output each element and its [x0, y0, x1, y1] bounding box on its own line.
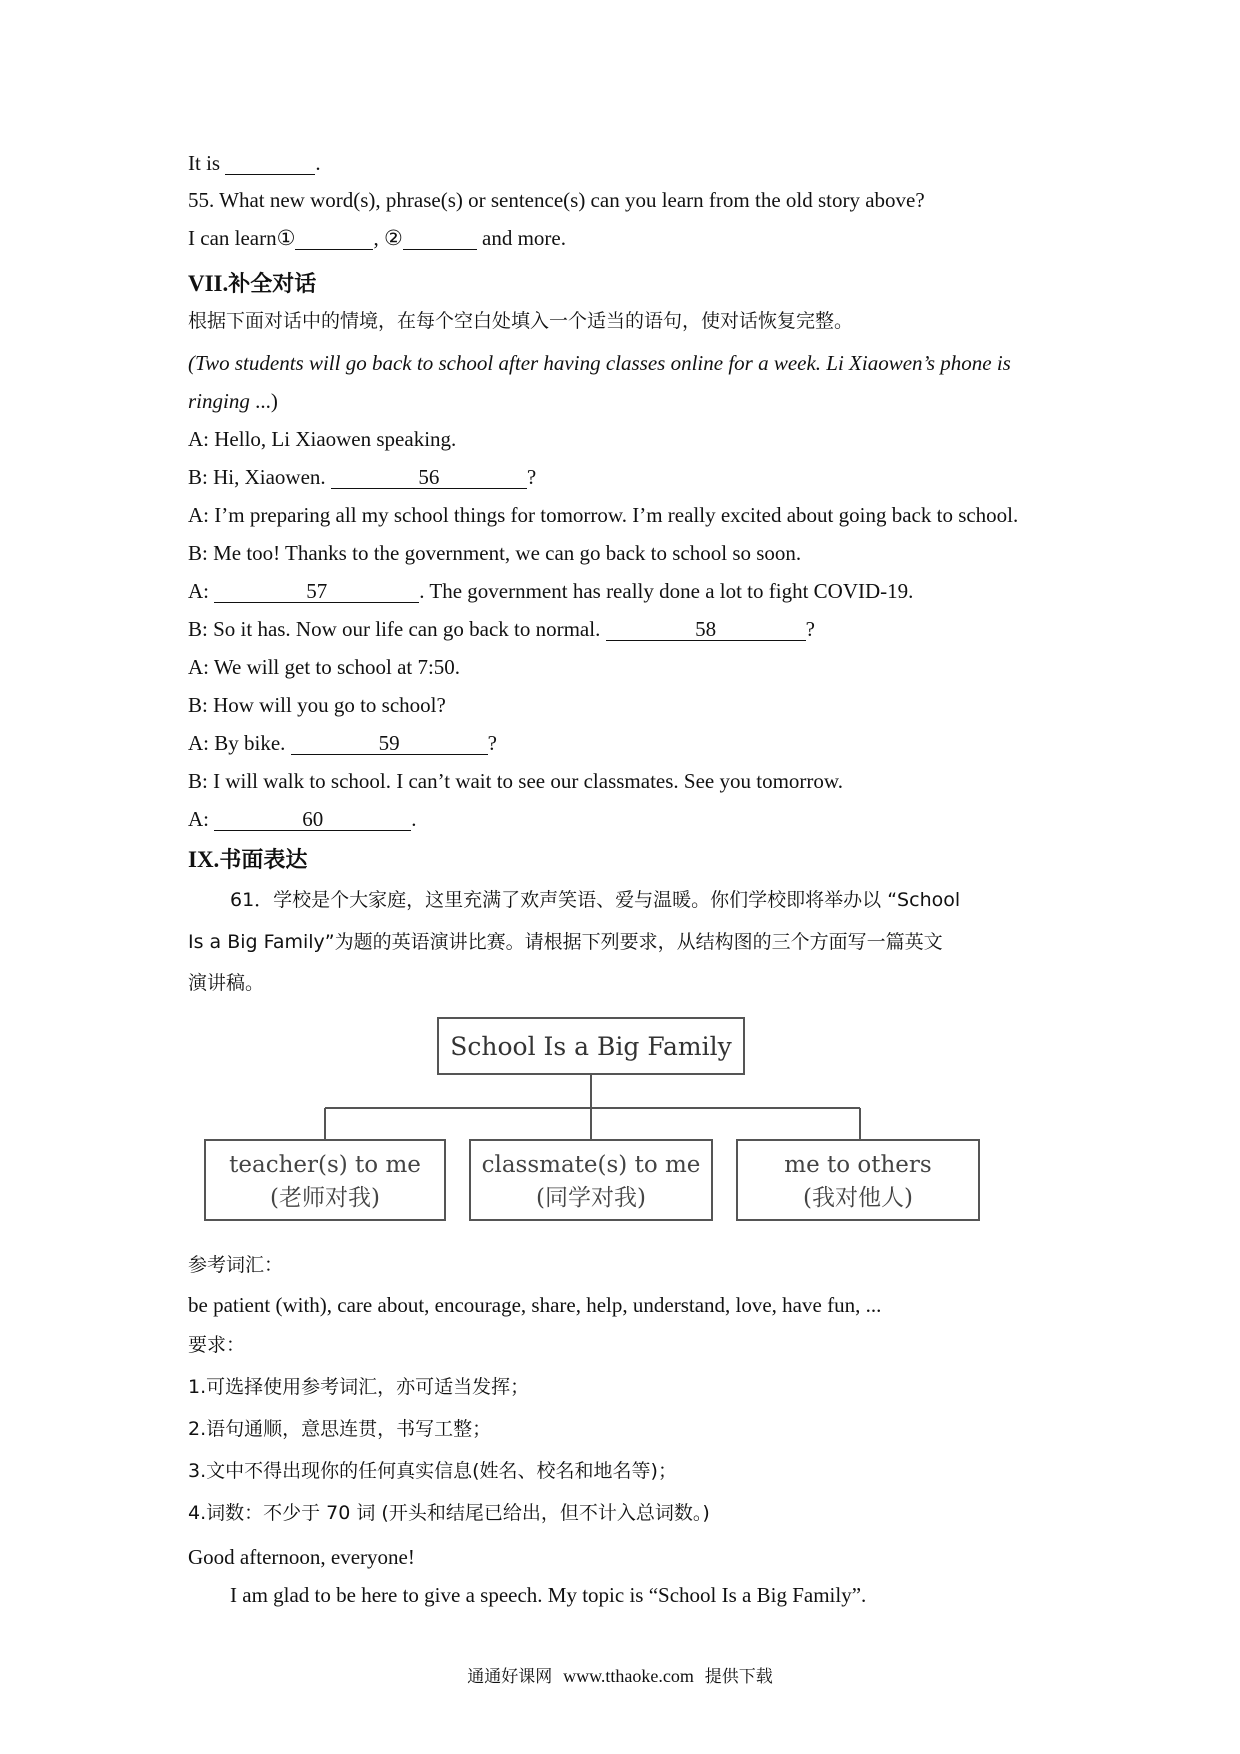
section9-heading: IX.书面表达	[188, 847, 308, 873]
dialogue-line: A: 60 .	[188, 807, 417, 831]
section7-heading: VII.补全对话	[188, 271, 317, 297]
q55-answer-line: I can learn① , ② and more.	[188, 226, 566, 250]
requirements-label: 要求：	[188, 1334, 246, 1356]
section7-context-1: (Two students will go back to school after having classes online for a week. Li Xiaowen’s phone is	[188, 351, 1011, 375]
diagram-child-1-zh: (老师对我)	[270, 1185, 380, 1211]
diagram-child-2-en: classmate(s) to me	[481, 1152, 701, 1178]
q55-question: 55. What new word(s), phrase(s) or sentence(s) can you learn from the old story above?	[188, 188, 925, 212]
dialogue-line: B: Me too! Thanks to the government, we can go back to school so soon.	[188, 541, 802, 565]
requirement-item: 3.文中不得出现你的任何真实信息(姓名、校名和地名等)；	[188, 1460, 677, 1482]
page-footer: 通通好课网 www.tthaoke.com 提供下载	[467, 1666, 773, 1687]
dialogue-line: B: I will walk to school. I can’t wait to see our classmates. See you tomorrow.	[188, 769, 843, 793]
dialogue-line: A: We will get to school at 7:50.	[188, 655, 461, 679]
speech-opening-1: Good afternoon, everyone!	[188, 1545, 415, 1569]
answer-blank	[225, 152, 315, 175]
section7-instruction: 根据下面对话中的情境，在每个空白处填入一个适当的语句，使对话恢复完整。	[188, 310, 854, 332]
diagram-child-1-en: teacher(s) to me	[229, 1152, 421, 1178]
vocab-label: 参考词汇：	[188, 1254, 284, 1276]
dialogue-line: B: Hi, Xiaowen. 56 ?	[188, 465, 537, 489]
dialogue-line: A: Hello, Li Xiaowen speaking.	[188, 427, 457, 451]
diagram-child-2-zh: (同学对我)	[536, 1185, 646, 1211]
dialogue-line: A: By bike. 59 ?	[188, 731, 497, 755]
requirement-item: 2.语句通顺，意思连贯，书写工整；	[188, 1418, 492, 1440]
answer-blank	[403, 227, 477, 250]
section9-prompt-3: 演讲稿。	[188, 972, 265, 994]
section7-context-2: ringing ...)	[188, 389, 278, 413]
section9-prompt-2: Is a Big Family”为题的英语演讲比赛。请根据下列要求，从结构图的三个方面写一篇英文	[188, 931, 943, 953]
blank-57: 57	[214, 580, 419, 603]
blank-60: 60	[214, 808, 411, 831]
diagram-root-label: School Is a Big Family	[450, 1032, 732, 1061]
blank-59: 59	[291, 732, 488, 755]
requirement-item: 4.词数：不少于 70 词 (开头和结尾已给出，但不计入总词数。)	[188, 1502, 710, 1524]
dialogue-line: B: How will you go to school?	[188, 693, 446, 717]
blank-56: 56	[331, 466, 527, 489]
section9-prompt-1: 61．学校是个大家庭，这里充满了欢声笑语、爱与温暖。你们学校即将举办以 “School	[230, 889, 961, 911]
vocab-list: be patient (with), care about, encourage, share, help, understand, love, have fun, ...	[188, 1293, 882, 1317]
requirement-item: 1.可选择使用参考词汇，亦可适当发挥；	[188, 1376, 530, 1398]
answer-blank	[295, 227, 373, 250]
blank-58: 58	[606, 618, 806, 641]
dialogue-line: A: I’m preparing all my school things for tomorrow. I’m really excited about going back to school.	[188, 503, 1019, 527]
dialogue-line: A: 57 . The government has really done a lot to fight COVID-19.	[188, 579, 914, 603]
dialogue-line: B: So it has. Now our life can go back to normal. 58 ?	[188, 617, 815, 641]
q54-line: It is .	[188, 151, 321, 175]
speech-opening-2: I am glad to be here to give a speech. My topic is “School Is a Big Family”.	[230, 1583, 867, 1607]
diagram-child-3-en: me to others	[784, 1152, 932, 1178]
structure-diagram	[200, 1010, 990, 1225]
diagram-child-3-zh: (我对他人)	[803, 1185, 913, 1211]
